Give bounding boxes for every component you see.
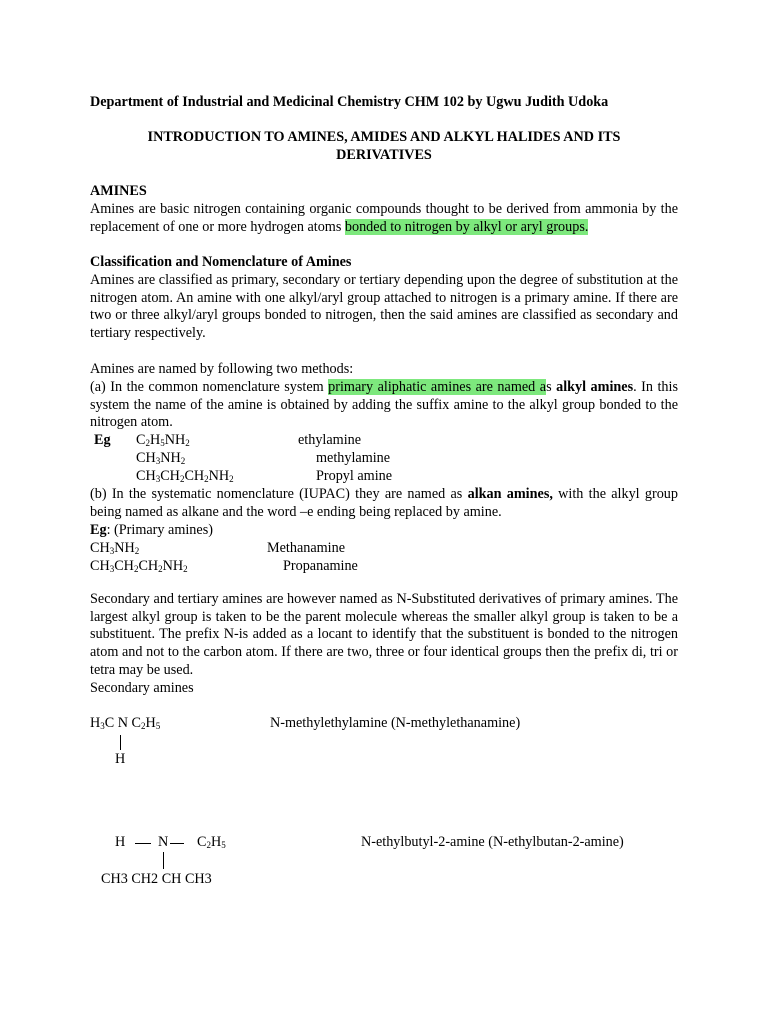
eg-label: Eg	[94, 432, 111, 448]
eg2-rest: : (Primary amines)	[106, 522, 213, 538]
formula-ethylamine: $C_2H_5NH_2$	[136, 432, 190, 448]
document-title	[90, 129, 678, 164]
structure-1-hydrogen: H	[115, 751, 126, 767]
structure-2-nitrogen: N	[158, 834, 169, 850]
common-nomenclature-paragraph	[90, 379, 678, 432]
structure-2-chain: CH3 CH2 CH CH3	[101, 871, 212, 887]
bond-line-1	[120, 735, 121, 750]
secondary-tertiary-paragraph: Secondary and tertiary amines are however named as N-Substituted derivatives of primary amines. The largest alkyl group is taken to be the parent molecule whereas the smaller alkyl group is taken to be a substituent. The prefix N-is added as a locant to identify that the substituent is bonded to the nitrogen atom and not to the carbon atom. If there are two, three or four identical groups then the prefix di, tri or tetra may be used.	[90, 591, 678, 678]
iupac-nomenclature-paragraph	[90, 486, 678, 521]
common-text-mid: s	[546, 379, 557, 395]
common-highlight: primary aliphatic amines are named a	[328, 379, 547, 395]
secondary-amines-label: Secondary amines	[90, 680, 194, 696]
department-header: Department of Industrial and Medicinal Chemistry CHM 102 by Ugwu Judith Udoka	[90, 94, 609, 110]
bond-n-ethyl	[170, 843, 184, 844]
formula-propylamine: $CH_3CH_2CH_2NH_2$	[136, 468, 234, 484]
structure-n-methylethylamine: $H_3C$ N $C_2H_5$	[90, 715, 161, 731]
iupac-text-b: with the alkyl group being named as alkane and the word –e ending being replaced by amine.	[90, 486, 678, 520]
eg2-label: Eg	[90, 522, 107, 538]
formula-propanamine: $CH_3CH_2CH_2NH_2$	[90, 558, 188, 574]
iupac-text-a: (b) In the systematic nomenclature (IUPAC) they are named as	[90, 486, 468, 502]
amines-intro-highlight: bonded to nitrogen by alkyl or aryl groups.	[344, 218, 589, 235]
amines-intro	[90, 201, 678, 236]
name-n-ethylbutyl-2-amine: N-ethylbutyl-2-amine (N-ethylbutan-2-amine)	[361, 834, 624, 850]
common-text-a: (a) In the common nomenclature system	[90, 379, 329, 395]
name-methylamine: methylamine	[316, 450, 391, 466]
name-propylamine: Propyl amine	[316, 468, 393, 484]
structure-2-ethyl: $C_2H_5$	[197, 834, 226, 850]
bond-line-2	[163, 852, 164, 869]
naming-intro: Amines are named by following two methods:	[90, 361, 354, 377]
structure-2-hydrogen: H	[115, 834, 126, 850]
name-propanamine: Propanamine	[283, 558, 358, 574]
name-methanamine: Methanamine	[267, 540, 346, 556]
alkan-amines-term: alkan amines,	[467, 486, 553, 502]
formula-methylamine: $CH_3NH_2$	[136, 450, 186, 466]
title-line-1: INTRODUCTION TO AMINES, AMIDES AND ALKYL HALIDES AND ITS	[147, 129, 621, 145]
common-text-b: . In this system the name of the amine is obtained by adding the suffix amine to the alkyl group bonded to the nitrogen atom.	[90, 379, 678, 431]
amines-heading: AMINES	[90, 183, 147, 199]
name-n-methylethylamine: N-methylethylamine (N-methylethanamine)	[270, 715, 521, 731]
bond-h-n	[135, 843, 151, 844]
classification-heading: Classification and Nomenclature of Amines	[90, 254, 352, 270]
formula-methanamine: $CH_3NH_2$	[90, 540, 140, 556]
amines-intro-text: Amines are basic nitrogen containing organic compounds thought to be derived from ammonia by the replacement of one or more hydrogen atoms	[90, 201, 678, 235]
classification-paragraph: Amines are classified as primary, secondary or tertiary depending upon the degree of substitution at the nitrogen atom. An amine with one alkyl/aryl group attached to nitrogen is a primary amine. If there are two or three alkyl/aryl groups bonded to nitrogen, then the said amines are classified as secondary and tertiary respectively.	[90, 272, 678, 342]
alkyl-amines-term: alkyl amines	[556, 379, 634, 395]
title-line-2: DERIVATIVES	[336, 146, 432, 163]
name-ethylamine: ethylamine	[298, 432, 362, 448]
eg-primary-amines	[90, 522, 213, 540]
